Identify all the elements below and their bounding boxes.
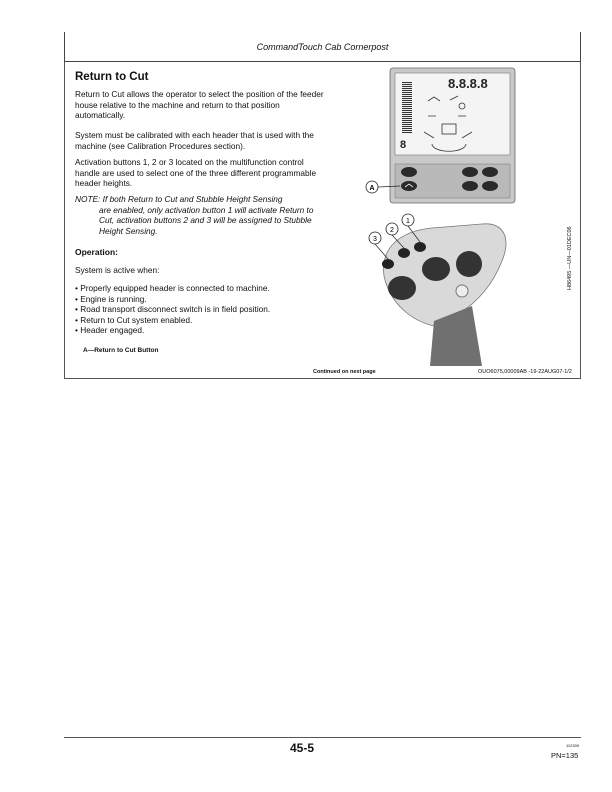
callout-3-label: 3 <box>373 236 377 243</box>
list-item: • Properly equipped header is connected to machine. <box>75 283 335 294</box>
pn-number: PN=135 <box>551 751 579 760</box>
figure-code: H86495 —UN—01DEC06 <box>567 226 573 290</box>
calibration-paragraph: System must be calibrated with each header that is used with the machine (see Calibration Procedures section). <box>75 130 314 151</box>
panel-button[interactable] <box>462 181 478 191</box>
list-item: • Header engaged. <box>75 325 335 336</box>
handle-button[interactable] <box>422 257 450 281</box>
activation-button-1[interactable] <box>414 242 426 252</box>
list-item: • Return to Cut system enabled. <box>75 315 335 326</box>
bar-graph <box>402 82 412 134</box>
display-panel <box>390 68 515 203</box>
display-digits: 8.8.8.8 <box>448 76 488 91</box>
activation-paragraph: Activation buttons 1, 2 or 3 located on the multifunction control handle are used to select one of the three different programmable header heights. <box>75 157 317 189</box>
callout-1-label: 1 <box>406 218 410 225</box>
note-first-line: NOTE: If both Return to Cut and Stubble Height Sensing <box>75 194 283 204</box>
continued-notice: Continued on next page <box>313 369 376 375</box>
display-small-digit: 8 <box>400 139 407 151</box>
callout-3 <box>369 232 388 259</box>
panel-button[interactable] <box>401 167 417 177</box>
page-number: 45-5 <box>290 741 315 755</box>
activation-button-3[interactable] <box>382 259 394 269</box>
list-item: • Engine is running. <box>75 294 335 305</box>
footer-tiny-code: 112309 <box>566 743 580 748</box>
handle-button[interactable] <box>456 251 482 277</box>
activation-button-2[interactable] <box>398 248 410 258</box>
callout-a-label: A <box>369 185 375 192</box>
list-item: • Road transport disconnect switch is in field position. <box>75 304 335 315</box>
conditions-list <box>75 283 335 336</box>
return-to-cut-button[interactable] <box>401 181 417 191</box>
footer-rule <box>64 737 581 738</box>
section-title: Return to Cut <box>75 71 149 83</box>
note-body: are enabled, only activation button 1 will activate Return to Cut, activation buttons 2 and 3 will be assigned to Stubble Height Sensing. <box>99 204 314 236</box>
callout-2-label: 2 <box>390 227 394 234</box>
multifunction-handle <box>382 224 506 366</box>
handle-button[interactable] <box>456 285 468 297</box>
panel-button[interactable] <box>462 167 478 177</box>
running-head: CommandTouch Cab Cornerpost <box>256 42 389 52</box>
intro-paragraph: Return to Cut allows the operator to select the position of the feeder house relative to the machine and return to that position automatically. <box>75 89 324 121</box>
panel-button[interactable] <box>482 181 498 191</box>
figure-legend: A—Return to Cut Button <box>83 347 159 354</box>
note <box>75 194 330 236</box>
handle-button[interactable] <box>388 276 416 300</box>
operation-title: Operation: <box>75 247 118 257</box>
document-code: OUO6075,00009AB -19-22AUG07-1/2 <box>478 369 572 375</box>
panel-button[interactable] <box>482 167 498 177</box>
figure-illustration <box>362 66 562 366</box>
operation-intro: System is active when: <box>75 265 160 275</box>
